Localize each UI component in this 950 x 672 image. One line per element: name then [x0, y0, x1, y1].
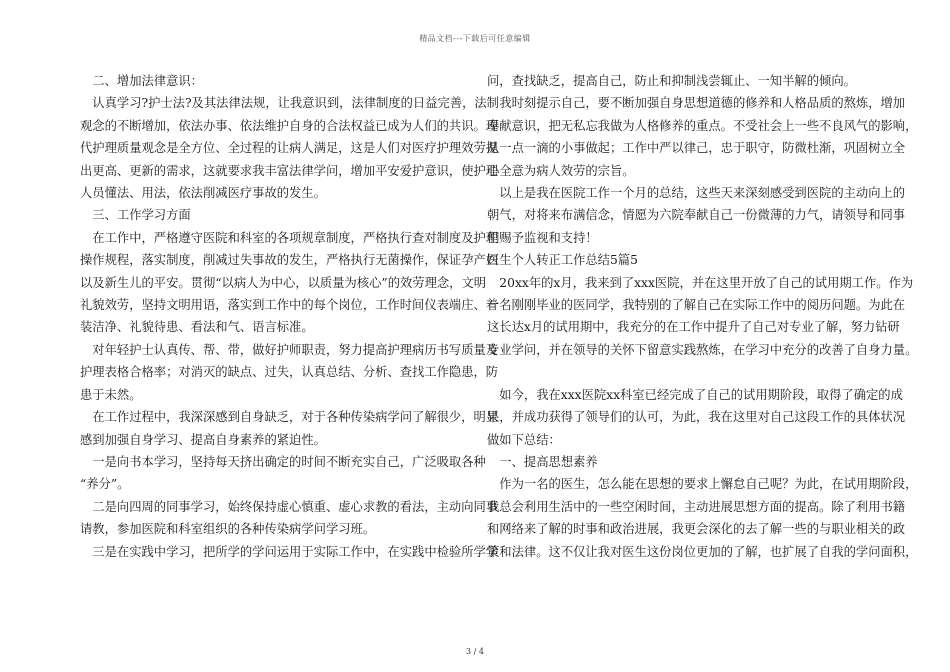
text-line: 三、工作学习方面 [80, 208, 191, 223]
text-line: 从一点一滴的小事做起；工作中严以律己，忠于职守，防微杜渐，巩固树立全 [487, 141, 906, 156]
text-line: 装洁净、礼貌待患、看法和气、语言标准。 [80, 320, 314, 335]
text-line: 观念的不断增加，依法办事、依法维护自身的合法权益已成为人们的共识。现 [80, 118, 499, 133]
text-line: 这长达x月的试用期中，我充分的在工作中提升了自己对专业了解，努力钻研 [487, 320, 900, 335]
text-line: 问，查找缺乏，提高自己，防止和抑制浅尝辄止、一知半解的倾向。 [487, 74, 856, 88]
text-line: 我总会利用生活中的一些空闲时间，主动进展思想方面的提高。除了利用书籍 [487, 499, 906, 514]
right-column [487, 70, 918, 563]
text-line: 感到加强自身学习、提高自身素养的紧迫性。 [80, 432, 326, 447]
text-line: 们赐予监视和支持！ [487, 230, 598, 245]
text-line: 做如下总结： [487, 432, 561, 447]
left-text-block [80, 70, 499, 563]
text-line: 出更高、更新的需求，这就要求我丰富法律学问，增加平安爱护意识，使护理 [80, 163, 499, 178]
text-line: 护理表格合格率；对消灭的缺点、过失，认真总结、分析、查找工作隐患，防 [80, 365, 499, 380]
text-line: 礼貌效劳，坚持文明用语，落实到工作中的每个岗位，工作时间仪表端庄、着 [80, 298, 499, 313]
text-line: 人员懂法、用法，依法削减医疗事故的发生。 [80, 186, 326, 201]
section-heading: 医生个人转正工作总结5篇5 [487, 253, 638, 268]
text-line: 心全意为病人效劳的宗旨。 [487, 163, 635, 178]
text-line: 二是向四周的同事学习，始终保持虚心慎重、虚心求教的看法，主动向同事 [80, 499, 499, 514]
text-line: 以上是我在医院工作一个月的总结，这些天来深刻感受到医院的主动向上的 [487, 186, 906, 201]
text-line: 患于未然。 [80, 387, 142, 402]
text-line: 对年轻护士认真传、帮、带，做好护师职责，努力提高护理病历书写质量及 [80, 342, 499, 357]
text-line: 果，并成功获得了领导们的认可，为此，我在这里对自己这段工作的具体状况 [487, 410, 906, 425]
text-line: 请教，参加医院和科室组织的各种传染病学问学习班。 [80, 522, 376, 537]
text-line: 如今，我在xxx医院xx科室已经完成了自己的试用期阶段，取得了确定的成 [487, 387, 903, 402]
left-column [80, 70, 499, 563]
text-line: 20xx年的x月，我来到了xxx医院，并在这里开放了自己的试用期工作。作为 [487, 275, 914, 290]
text-line: 奉献意识，把无私忘我做为人格修养的重点。不受社会上一些不良风气的影响， [487, 118, 918, 133]
page-header: 精品文档---下载后可任意编辑 [419, 34, 531, 43]
text-line: 认真学习?护士法?及其法律法规，让我意识到，法律制度的日益完善，法制 [80, 96, 499, 111]
text-line: 和网络来了解的时事和政治进展，我更会深化的去了解一些的与职业相关的政 [487, 522, 906, 537]
text-line: 三是在实践中学习，把所学的学问运用于实际工作中，在实践中检验所学学 [80, 544, 499, 559]
text-line: 朝气，对将来布满信念，情愿为六院奉献自己一份微薄的力气，请领导和同事 [487, 208, 906, 223]
text-line: 我时刻提示自己，要不断加强自身思想道德的修养和人格品质的熬炼，增加 [487, 96, 906, 111]
text-line: 在工作中，严格遵守医院和科室的各项规章制度，严格执行查对制度及护理 [80, 230, 499, 245]
text-line: 以及新生儿的平安。贯彻“以病人为中心，以质量为核心”的效劳理念，文明 [80, 275, 487, 290]
text-line: “养分”。 [80, 477, 130, 492]
text-line: 二、增加法律意识： [80, 74, 203, 88]
text-line: 在工作过程中，我深深感到自身缺乏，对于各种传染病学问了解很少，明显 [80, 410, 499, 425]
text-line: 专业学问，并在领导的关怀下留意实践熬炼，在学习中充分的改善了自身力量。 [487, 342, 918, 357]
text-line: 代护理质量观念是全方位、全过程的让病人满足，这是人们对医疗护理效劳提 [80, 141, 499, 156]
right-text-block [487, 70, 918, 563]
page-number: 3 / 4 [466, 647, 484, 656]
text-line: 策和法律。这不仅让我对医生这份岗位更加的了解，也扩展了自我的学问面积， [487, 544, 918, 559]
text-line: 作为一名的医生，怎么能在思想的要求上懈怠自己呢？为此，在试用期阶段， [487, 477, 918, 492]
text-line: 操作规程，落实制度，削减过失事故的发生，严格执行无菌操作，保证孕产妇 [80, 253, 499, 268]
text-line: 一、提高思想素养 [487, 454, 598, 469]
text-line: 一是向书本学习，坚持每天挤出确定的时间不断充实自己，广泛吸取各种 [80, 454, 486, 469]
blank-line [487, 361, 879, 383]
text-line: 一名刚刚毕业的医同学，我特别的了解自己在实际工作中的阅历问题。为此在 [487, 298, 906, 313]
